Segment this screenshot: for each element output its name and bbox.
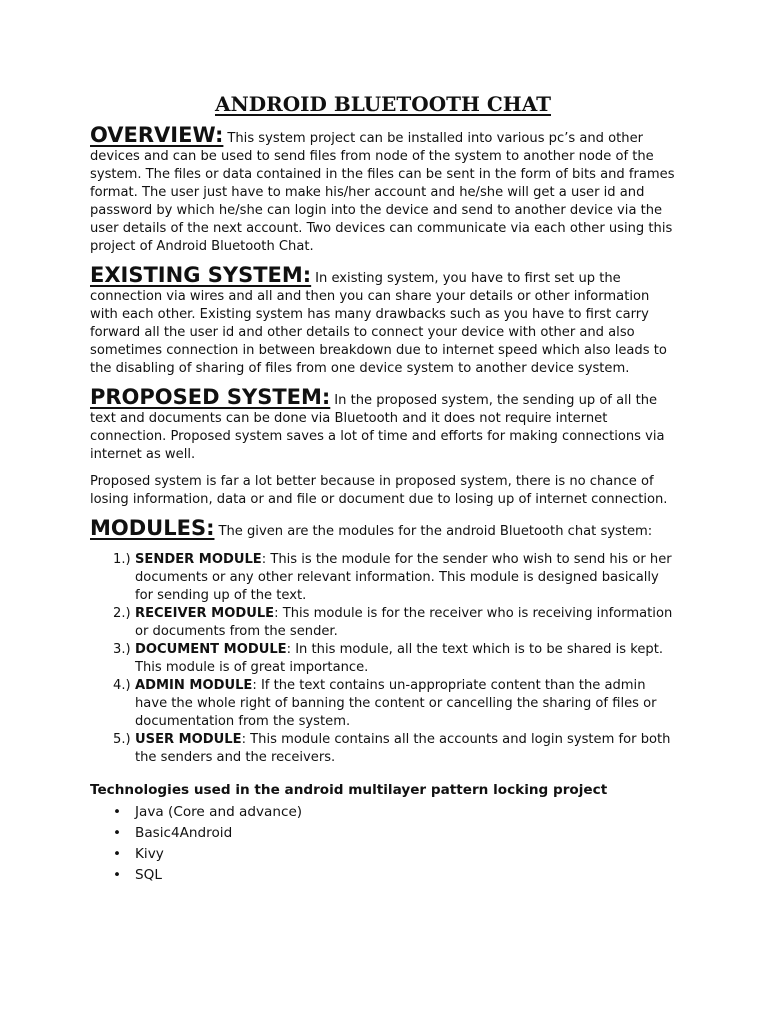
module-name: USER MODULE	[135, 732, 242, 747]
list-item	[113, 802, 676, 823]
module-name: RECEIVER MODULE	[135, 606, 275, 621]
list-item-text	[135, 677, 676, 731]
list-item-text	[135, 605, 676, 641]
modules-intro: The given are the modules for the android Bluetooth chat system:	[218, 524, 653, 539]
bullet-icon: •	[113, 825, 122, 841]
overview-section	[90, 123, 676, 256]
module-description: : This module contains all the accounts and login system for both the senders and the receivers.	[135, 732, 671, 765]
modules-paragraph	[90, 516, 676, 541]
proposed-system-paragraph	[90, 385, 676, 464]
list-number: 3.)	[113, 642, 131, 657]
list-item	[113, 731, 676, 767]
existing-system-text: In existing system, you have to first set up the connection via wires and all and then you can share your details or other information with each other. Existing system has many drawbacks such as you have to first carry forward all the user id and other details to connect your device with other and also sometimes connection in between breakdown due to internet speed which also leads to the disabling of sharing of files from one device system to another device system.	[90, 271, 667, 376]
document-title: ANDROID BLUETOOTH CHAT	[215, 92, 551, 116]
module-description: : In this module, all the text which is to be shared is kept. This module is of great importance.	[135, 642, 664, 675]
list-number: 5.)	[113, 732, 131, 747]
list-item	[113, 551, 676, 605]
technology-name: SQL	[135, 867, 162, 883]
overview-heading: OVERVIEW:	[90, 123, 224, 147]
proposed-system-section	[90, 385, 676, 509]
list-item	[113, 865, 676, 886]
list-item	[113, 641, 676, 677]
technology-name: Kivy	[135, 846, 164, 862]
proposed-system-heading: PROPOSED SYSTEM:	[90, 385, 331, 409]
module-description: : This is the module for the sender who wish to send his or her documents or any other relevant information. This module is designed basically for sending up of the text.	[135, 552, 672, 603]
list-item-text	[135, 731, 676, 767]
overview-paragraph	[90, 123, 676, 256]
list-item	[113, 823, 676, 844]
list-item	[113, 605, 676, 641]
list-number: 4.)	[113, 678, 131, 693]
proposed-system-paragraph-2: Proposed system is far a lot better because in proposed system, there is no chance of losing information, data or and file or document due to losing up of internet connection.	[90, 474, 668, 507]
bullet-icon: •	[113, 867, 122, 883]
bullet-icon: •	[113, 846, 122, 862]
list-item-text	[135, 551, 676, 605]
proposed-system-text: In the proposed system, the sending up of all the text and documents can be done via Bluetooth and it does not require internet connection. Proposed system saves a lot of time and efforts for making connections via internet as well.	[90, 393, 665, 462]
module-description: : If the text contains un-appropriate content than the admin have the whole right of banning the content or cancelling the sharing of files or documentation from the system.	[135, 678, 657, 729]
modules-heading: MODULES:	[90, 516, 215, 540]
technologies-heading: Technologies used in the android multilayer pattern locking project	[90, 782, 608, 798]
modules-section	[90, 516, 676, 767]
existing-system-section	[90, 263, 676, 378]
module-name: ADMIN MODULE	[135, 678, 253, 693]
list-number: 2.)	[113, 606, 131, 621]
module-description: : This module is for the receiver who is receiving information or documents from the sender.	[135, 606, 673, 639]
technology-name: Basic4Android	[135, 825, 233, 841]
module-name: DOCUMENT MODULE	[135, 642, 287, 657]
existing-system-paragraph	[90, 263, 676, 378]
list-item	[113, 844, 676, 865]
technology-name: Java (Core and advance)	[135, 804, 303, 820]
modules-list	[90, 551, 676, 767]
list-number: 1.)	[113, 552, 131, 567]
existing-system-heading: EXISTING SYSTEM:	[90, 263, 312, 287]
module-name: SENDER MODULE	[135, 552, 262, 567]
list-item-text	[135, 641, 676, 677]
technologies-list	[90, 802, 676, 886]
bullet-icon: •	[113, 804, 122, 820]
overview-text: This system project can be installed into various pc’s and other devices and can be used to send files from node of the system to another node of the system. The files or data contained in the files can be sent in the form of bits and frames format. The user just have to make his/her account and he/she will get a user id and password by which he/she can login into the device and send to another device via the user details of the next account. Two devices can communicate via each other using this project of Android Bluetooth Chat.	[90, 131, 675, 254]
list-item	[113, 677, 676, 731]
